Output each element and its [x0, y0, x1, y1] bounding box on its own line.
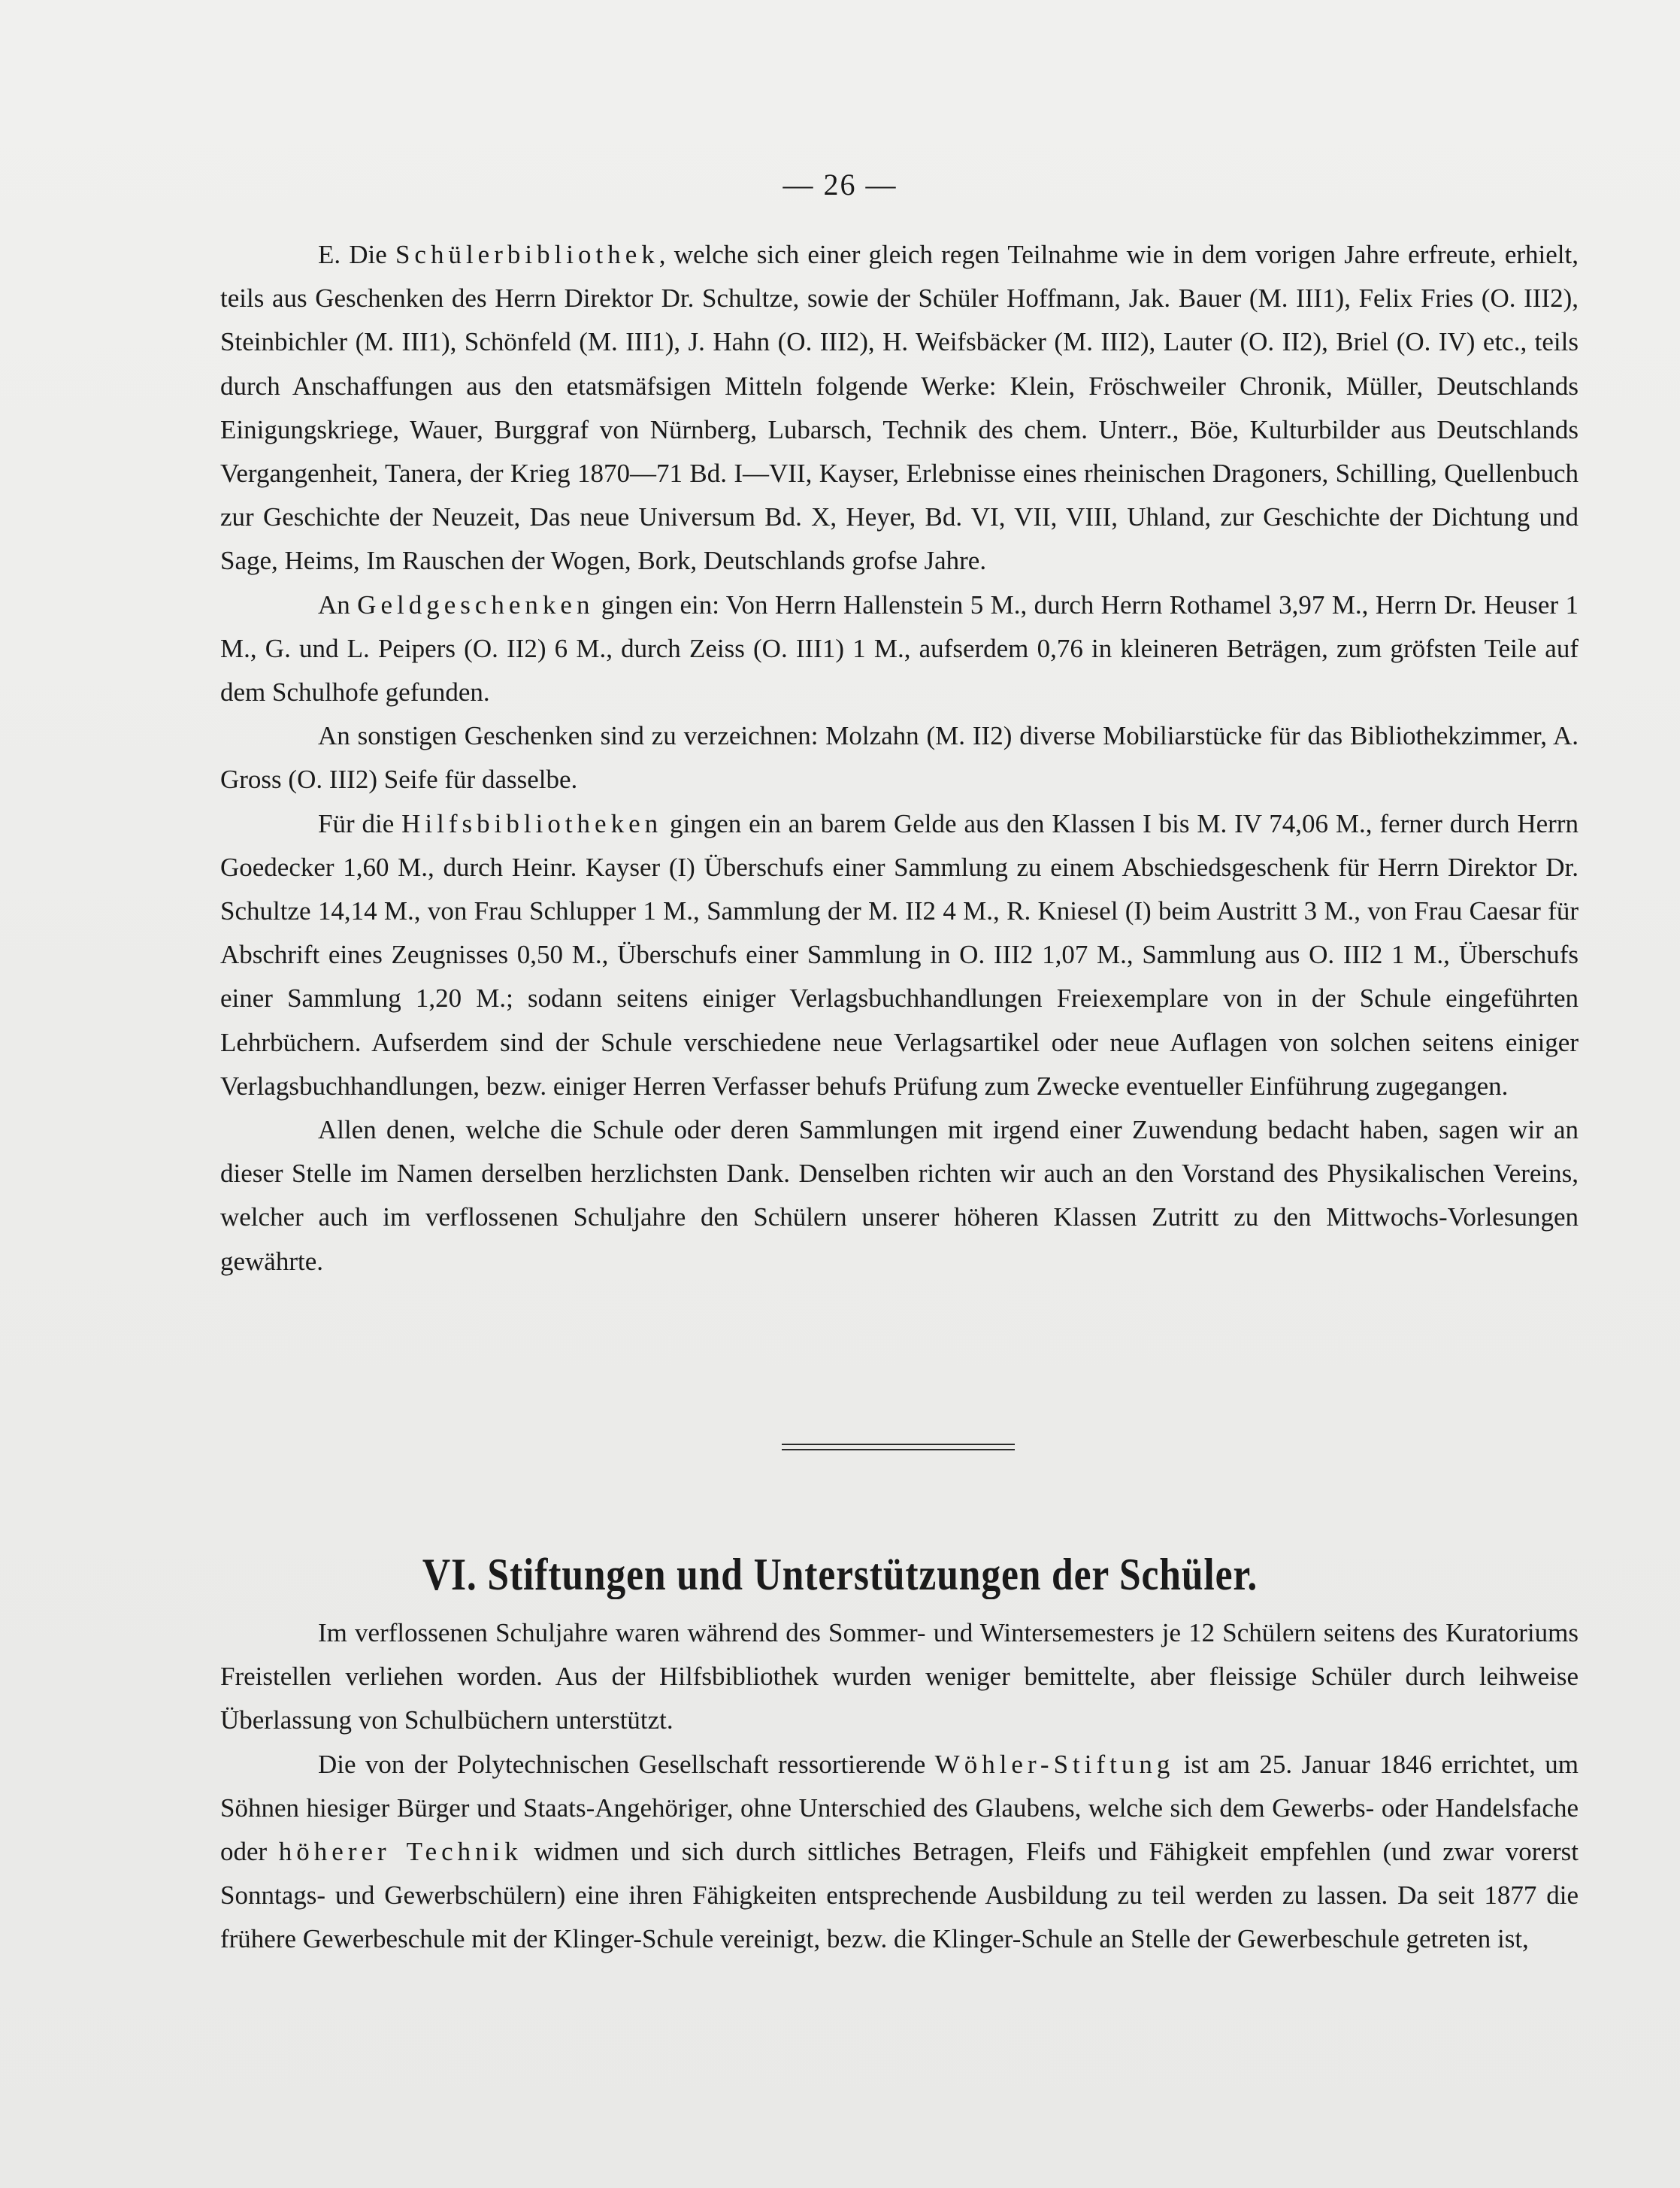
paragraph: [220, 802, 1579, 1108]
paragraph: [220, 583, 1579, 715]
emphasis-spaced: Wöhler-Stiftung: [934, 1749, 1175, 1779]
text-run: widmen und sich durch sittliches Betragen, Fleifs und Fähigkeit empfehlen (und zwar vorerst Sonntags- und Gewerbschülern) eine ihren Fähigkeiten entsprechende Ausbildung zu teil werden zu lassen. Da seit 1877 die frühere Gewerbeschule mit der Klinger-Schule vereinigt, bezw. die Klinger-Schule an Stelle der Gewerbeschule getreten ist,: [220, 1837, 1579, 1954]
text-run: Die von der Polytechnischen Gesellschaft ressortierende: [318, 1749, 935, 1779]
text-run: An sonstigen Geschenken sind zu verzeichnen: Molzahn (M. II2) diverse Mobiliarstücke für das Bibliothekzimmer, A. Gross (O. III2) Seife für dasselbe.: [220, 721, 1579, 795]
section-stiftungen: [220, 1611, 1579, 1962]
text-run: gingen ein: Von Herrn Hallenstein 5 M., durch Herrn Rothamel 3,97 M., Herrn Dr. Heuser 1 M., G. und L. Peipers (O. II2) 6 M., durch Zeiss (O. III1) 1 M., aufserdem 0,76 in kleineren Beträgen, zum gröfsten Teile auf dem Schulhofe gefunden.: [220, 589, 1579, 708]
text-run: gingen ein an barem Gelde aus den Klassen I bis M. IV 74,06 M., ferner durch Herrn Goedecker 1,60 M., durch Heinr. Kayser (I) Überschufs einer Sammlung zu einem Abschiedsgeschenk für Herrn Direktor Dr. Schultze 14,14 M., von Frau Schlupper 1 M., Sammlung der M. II2 4 M., R. Kniesel (I) beim Austritt 3 M., von Frau Caesar für Abschrift eines Zeugnisses 0,50 M., Überschufs einer Sammlung in O. III2 1,07 M., Sammlung aus O. III2 1 M., Überschufs einer Sammlung 1,20 M.; sodann seitens einiger Verlagsbuchhandlungen Freiexemplare von in der Schule eingeführten Lehrbüchern. Aufserdem sind der Schule verschiedene neue Verlagsartikel oder neue Auflagen von solchen seitens einiger Verlagsbuchhandlungen, bezw. einiger Herren Verfasser behufs Prüfung zum Zwecke eventueller Einführung zugegangen.: [220, 808, 1579, 1101]
emphasis-spaced: höherer Technik: [278, 1837, 522, 1867]
section-divider: [782, 1442, 1015, 1453]
text-run: E. Die: [318, 240, 395, 269]
text-run: ist am 25. Januar 1846 errichtet, um Söhnen hiesiger Bürger und Staats-Angehöriger, ohne Unterschied des Glaubens, welche sich dem Gewerbs- oder Handelsfache oder: [220, 1749, 1579, 1867]
page-number: — 26 —: [782, 168, 898, 202]
paragraph: [220, 1611, 1579, 1743]
paragraph: [220, 714, 1579, 802]
section-schuelerbibliothek: [220, 233, 1579, 1283]
section-heading: VI. Stiftungen und Unterstützungen der Schüler.: [422, 1550, 1258, 1599]
divider-line: [782, 1444, 1015, 1445]
paragraph: [220, 1743, 1579, 1962]
paragraph: [220, 233, 1579, 583]
emphasis-spaced: Schülerbibliothek: [395, 240, 659, 269]
emphasis-spaced: Hilfsbibliotheken: [401, 808, 663, 838]
emphasis-spaced: Geldgeschenken: [357, 589, 595, 620]
text-run: An: [318, 589, 358, 620]
divider-line: [782, 1449, 1015, 1450]
text-run: Für die: [318, 808, 402, 838]
text-run: Im verflossenen Schuljahre waren während des Sommer- und Wintersemesters je 12 Schülern seitens des Kuratoriums Freistellen verliehen worden. Aus der Hilfsbibliothek wurden weniger bemittelte, aber fleissige Schüler durch leihweise Überlassung von Schulbüchern unterstützt.: [220, 1618, 1579, 1735]
text-run: , welche sich einer gleich regen Teilnahme wie in dem vorigen Jahre erfreute, erhielt, teils aus Geschenken des Herrn Direktor Dr. Schultze, sowie der Schüler Hoffmann, Jak. Bauer (M. III1), Felix Fries (O. III2), Steinbichler (M. III1), Schönfeld (M. III1), J. Hahn (O. III2), H. Weifsbäcker (M. III2), Lauter (O. II2), Briel (O. IV) etc., teils durch Anschaffungen aus den etatsmäfsigen Mitteln folgende Werke: Klein, Fröschweiler Chronik, Müller, Deutschlands Einigungskriege, Wauer, Burggraf von Nürnberg, Lubarsch, Technik des chem. Unterr., Böe, Kulturbilder aus Deutschlands Vergangenheit, Tanera, der Krieg 1870—71 Bd. I—VII, Kayser, Erlebnisse eines rheinischen Dragoners, Schilling, Quellenbuch zur Geschichte der Neuzeit, Das neue Universum Bd. X, Heyer, Bd. VI, VII, VIII, Uhland, zur Geschichte der Dichtung und Sage, Heims, Im Rauschen der Wogen, Bork, Deutschlands grofse Jahre.: [220, 240, 1579, 576]
text-run: Allen denen, welche die Schule oder deren Sammlungen mit irgend einer Zuwendung bedacht haben, sagen wir an dieser Stelle im Namen derselben herzlichsten Dank. Denselben richten wir auch an den Vorstand des Physikalischen Vereins, welcher auch im verflossenen Schuljahre den Schülern unserer höheren Klassen Zutritt zu den Mittwochs-Vorlesungen gewährte.: [220, 1115, 1579, 1276]
paragraph: [220, 1108, 1579, 1283]
